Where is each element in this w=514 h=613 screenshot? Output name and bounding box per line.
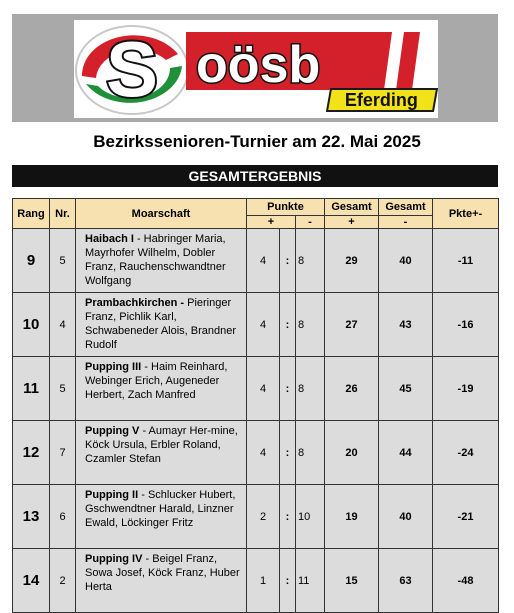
header-gesamt-minus: Gesamt (379, 199, 433, 216)
team-cell (76, 549, 247, 613)
points-separator: : (280, 549, 296, 613)
header-moarschaft: Moarschaft (76, 199, 247, 229)
team-cell (76, 293, 247, 357)
rank-cell: 12 (13, 421, 50, 485)
table-row (13, 293, 499, 357)
header-pkte: Pkte+- (433, 199, 499, 229)
team-name: Prambachkirchen - (85, 297, 185, 309)
team-name: Haibach I (85, 233, 134, 245)
number-cell: 2 (50, 549, 76, 613)
points-separator: : (280, 421, 296, 485)
logo-region-label: Eferding (345, 89, 419, 110)
header-gesamt-plus: Gesamt (325, 199, 379, 216)
table-row (13, 229, 499, 293)
team-players: - Habringer Maria, Mayrhofer Wilhelm, Dobler Franz, Rauchenschwandtner Wolfgang (85, 233, 226, 287)
points-plus-cell: 4 (247, 421, 280, 485)
rank-cell: 10 (13, 293, 50, 357)
table-row (13, 421, 499, 485)
results-table (12, 198, 499, 613)
team-name: Pupping IV (85, 553, 143, 565)
header-rang: Rang (13, 199, 50, 229)
total-plus-cell: 19 (325, 485, 379, 549)
logo-region-badge (326, 88, 438, 112)
total-minus-cell: 40 (379, 485, 433, 549)
table-row (13, 357, 499, 421)
points-separator: : (280, 229, 296, 293)
difference-cell: -24 (433, 421, 499, 485)
rank-cell: 9 (13, 229, 50, 293)
number-cell: 5 (50, 357, 76, 421)
team-name: Pupping V (85, 425, 140, 437)
table-row (13, 485, 499, 549)
header-punkte-minus: - (296, 216, 325, 229)
total-minus-cell: 45 (379, 357, 433, 421)
team-cell (76, 357, 247, 421)
total-plus-cell: 15 (325, 549, 379, 613)
points-separator: : (280, 485, 296, 549)
total-minus-cell: 63 (379, 549, 433, 613)
points-plus-cell: 4 (247, 293, 280, 357)
team-cell (76, 485, 247, 549)
points-minus-cell: 8 (296, 421, 325, 485)
header-punkte-plus: + (247, 216, 296, 229)
team-players: Pieringer Franz, Pichlik Karl, Schwabeneder Alois, Brandner Rudolf (85, 297, 237, 351)
header-gesamt-minus-sub: - (379, 216, 433, 229)
header-nr: Nr. (50, 199, 76, 229)
total-plus-cell: 29 (325, 229, 379, 293)
logo-letter: S (105, 25, 159, 113)
rank-cell: 13 (13, 485, 50, 549)
points-plus-cell: 1 (247, 549, 280, 613)
difference-cell: -16 (433, 293, 499, 357)
points-plus-cell: 2 (247, 485, 280, 549)
points-minus-cell: 8 (296, 293, 325, 357)
rank-cell: 14 (13, 549, 50, 613)
points-plus-cell: 4 (247, 357, 280, 421)
difference-cell: -19 (433, 357, 499, 421)
total-minus-cell: 44 (379, 421, 433, 485)
number-cell: 6 (50, 485, 76, 549)
total-minus-cell: 43 (379, 293, 433, 357)
team-players: - Aumayr Her-mine, Köck Ursula, Erbler Roland, Czamler Stefan (85, 425, 238, 465)
team-cell (76, 229, 247, 293)
team-name: Pupping II (85, 489, 139, 501)
section-title: GESAMTERGEBNIS (12, 165, 498, 187)
results-rows (13, 229, 499, 613)
team-name: Pupping III (85, 361, 142, 373)
difference-cell: -21 (433, 485, 499, 549)
total-plus-cell: 26 (325, 357, 379, 421)
points-minus-cell: 8 (296, 357, 325, 421)
number-cell: 7 (50, 421, 76, 485)
team-players: - Beigel Franz, Sowa Josef, Köck Franz, Huber Herta (85, 553, 240, 593)
rank-cell: 11 (13, 357, 50, 421)
total-minus-cell: 40 (379, 229, 433, 293)
points-separator: : (280, 293, 296, 357)
team-cell (76, 421, 247, 485)
header-gesamt-plus-sub: + (325, 216, 379, 229)
header-punkte: Punkte (247, 199, 325, 216)
difference-cell: -48 (433, 549, 499, 613)
difference-cell: -11 (433, 229, 499, 293)
team-players: - Haim Reinhard, Webinger Erich, Augeneder Herbert, Zach Manfred (85, 361, 228, 401)
points-separator: : (280, 357, 296, 421)
logo-wordmark: oösb (196, 36, 321, 94)
total-plus-cell: 27 (325, 293, 379, 357)
header-banner (12, 14, 498, 122)
points-minus-cell: 8 (296, 229, 325, 293)
number-cell: 4 (50, 293, 76, 357)
points-plus-cell: 4 (247, 229, 280, 293)
logo (74, 20, 438, 118)
points-minus-cell: 11 (296, 549, 325, 613)
number-cell: 5 (50, 229, 76, 293)
points-minus-cell: 10 (296, 485, 325, 549)
page-title: Bezirkssenioren-Turnier am 22. Mai 2025 (93, 132, 421, 151)
team-players: - Schlucker Hubert, Gschwendtner Harald, Linzner Ewald, Löckinger Fritz (85, 489, 236, 529)
table-row (13, 549, 499, 613)
total-plus-cell: 20 (325, 421, 379, 485)
